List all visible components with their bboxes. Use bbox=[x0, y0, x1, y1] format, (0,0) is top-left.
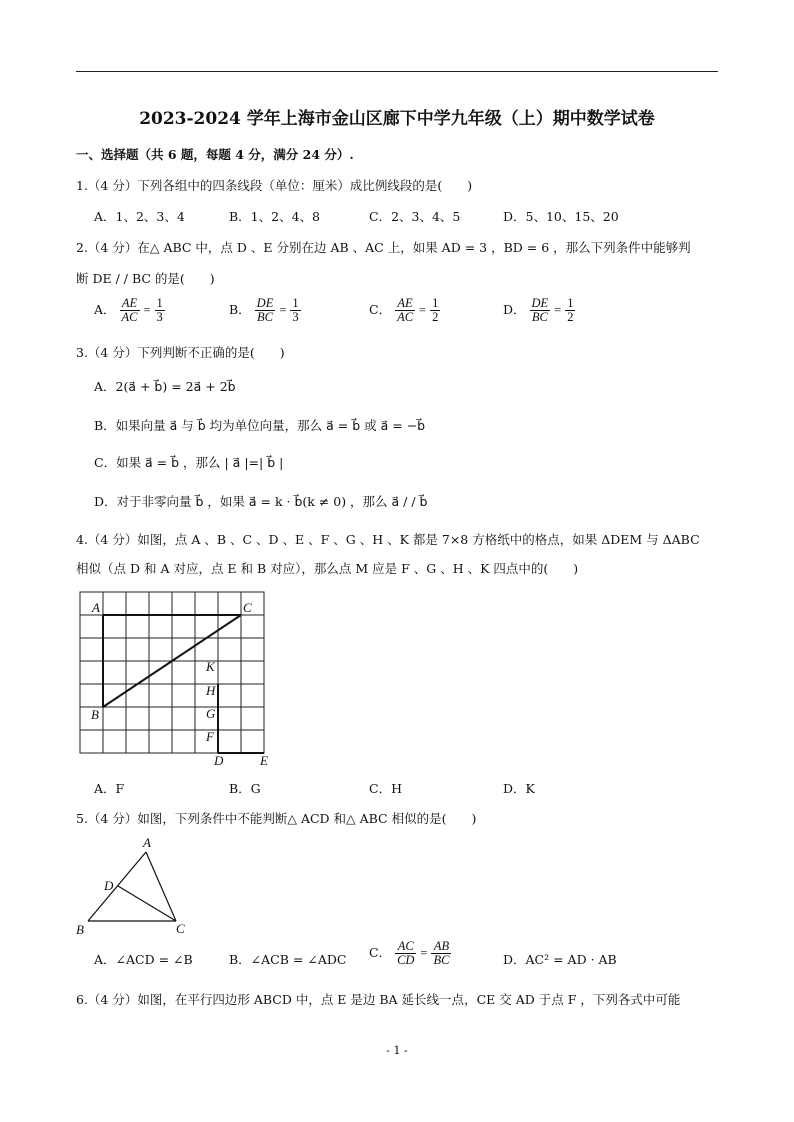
question-2-option-b[interactable]: B． $\frac{DE}{BC}$ = $\frac{1}{3}$ bbox=[229, 296, 299, 325]
label-a: A bbox=[92, 600, 100, 615]
grid-figure bbox=[74, 588, 284, 768]
fraction: $\frac{1}{3}$ bbox=[156, 296, 163, 325]
question-3-stem: 3.（4 分）下列判断不正确的是( ) bbox=[76, 345, 285, 360]
label-b: B bbox=[91, 707, 99, 722]
header-rule bbox=[76, 71, 718, 72]
question-5-option-b[interactable]: B．∠ACB = ∠ADC bbox=[229, 952, 347, 967]
question-4-stem-line2: 相似（点 D 和 A 对应，点 E 和 B 对应），那么点 M 应是 F 、G 、H 、K 四点中的( ) bbox=[76, 561, 579, 576]
label-g: G bbox=[206, 706, 216, 721]
question-6-stem: 6.（4 分）如图，在平行四边形 ABCD 中，点 E 是边 BA 延长线一点，CE 交 AD 于点 F ，下列各式中可能 bbox=[76, 992, 681, 1007]
fraction: $\frac{DE}{BC}$ bbox=[531, 296, 549, 325]
question-5-stem: 5.（4 分）如图，下列条件中不能判断△ ACD 和△ ABC 相似的是( ) bbox=[76, 811, 477, 826]
question-5-option-a[interactable]: A．∠ACD = ∠B bbox=[94, 952, 193, 967]
question-1-option-c[interactable]: C．2、3、4、5 bbox=[369, 209, 461, 224]
label-a: A bbox=[143, 835, 151, 850]
label-c: C bbox=[176, 921, 185, 936]
question-2-option-a[interactable]: A． $\frac{AE}{AC}$ = $\frac{1}{3}$ bbox=[94, 296, 163, 325]
question-3-option-c[interactable]: C．如果 a⃗ = b⃗ ，那么 | a⃗ |=| b⃗ | bbox=[94, 455, 284, 470]
fraction: $\frac{1}{2}$ bbox=[567, 296, 574, 325]
question-4-option-d[interactable]: D．K bbox=[503, 781, 535, 796]
question-2-option-c[interactable]: C． $\frac{AE}{AC}$ = $\frac{1}{2}$ bbox=[369, 296, 439, 325]
label-f: F bbox=[206, 729, 214, 744]
question-4-option-b[interactable]: B．G bbox=[229, 781, 261, 796]
triangle-lines bbox=[88, 852, 176, 921]
grid-lines bbox=[80, 592, 264, 753]
label-b: B bbox=[76, 922, 84, 937]
question-4-option-c[interactable]: C．H bbox=[369, 781, 402, 796]
question-2-stem-line2: 断 DE / / BC 的是( ) bbox=[76, 271, 215, 286]
fraction: $\frac{DE}{BC}$ bbox=[256, 296, 274, 325]
question-4-stem-line1: 4.（4 分）如图，点 A 、B 、C 、D 、E 、F 、G 、H 、K 都是 7×8 方格纸中的格点，如果 ΔDEM 与 ΔABC bbox=[76, 532, 700, 547]
question-3-option-b[interactable]: B．如果向量 a⃗ 与 b⃗ 均为单位向量，那么 a⃗ = b⃗ 或 a⃗ = −b⃗ bbox=[94, 418, 426, 433]
question-1-option-b[interactable]: B．1、2、4、8 bbox=[229, 209, 320, 224]
triangle-figure bbox=[74, 832, 194, 940]
question-1-option-a[interactable]: A．1、2、3、4 bbox=[94, 209, 185, 224]
question-4-option-a[interactable]: A．F bbox=[94, 781, 125, 796]
label-d: D bbox=[214, 753, 224, 768]
question-1-stem: 1.（4 分）下列各组中的四条线段（单位：厘米）成比例线段的是( ) bbox=[76, 178, 473, 193]
label-h: H bbox=[206, 683, 216, 698]
fraction: $\frac{AC}{CD}$ bbox=[397, 939, 415, 968]
question-3-option-a[interactable]: A．2(a⃗ + b⃗) = 2a⃗ + 2b⃗ bbox=[94, 379, 236, 394]
label-k: K bbox=[206, 659, 215, 674]
question-2-stem-line1: 2.（4 分）在△ ABC 中，点 D 、E 分别在边 AB 、AC 上，如果 AD = 3 ，BD = 6 ，那么下列条件中能够判 bbox=[76, 240, 691, 255]
question-2-option-d[interactable]: D． $\frac{DE}{BC}$ = $\frac{1}{2}$ bbox=[503, 296, 574, 325]
label-d: D bbox=[104, 878, 114, 893]
fraction: $\frac{1}{3}$ bbox=[292, 296, 299, 325]
page-number: - 1 - bbox=[386, 1044, 408, 1057]
label-e: E bbox=[260, 753, 268, 768]
question-5-option-d[interactable]: D．AC² = AD · AB bbox=[503, 952, 617, 967]
question-5-option-c[interactable]: C． $\frac{AC}{CD}$ = $\frac{AB}{BC}$ bbox=[369, 939, 450, 968]
fraction: $\frac{AB}{BC}$ bbox=[433, 939, 450, 968]
fraction: $\frac{AE}{AC}$ bbox=[121, 296, 138, 325]
question-3-option-d[interactable]: D．对于非零向量 b⃗ ，如果 a⃗ = k · b⃗(k ≠ 0) ，那么 a⃗ / / b⃗ bbox=[94, 494, 428, 509]
label-c: C bbox=[243, 600, 252, 615]
fraction: $\frac{AE}{AC}$ bbox=[397, 296, 414, 325]
question-1-option-d[interactable]: D．5、10、15、20 bbox=[503, 209, 619, 224]
fraction: $\frac{1}{2}$ bbox=[432, 296, 439, 325]
section-heading: 一、选择题（共 6 题，每题 4 分，满分 24 分）. bbox=[76, 147, 354, 162]
page-title: 2023-2024 学年上海市金山区廊下中学九年级（上）期中数学试卷 bbox=[139, 109, 655, 129]
